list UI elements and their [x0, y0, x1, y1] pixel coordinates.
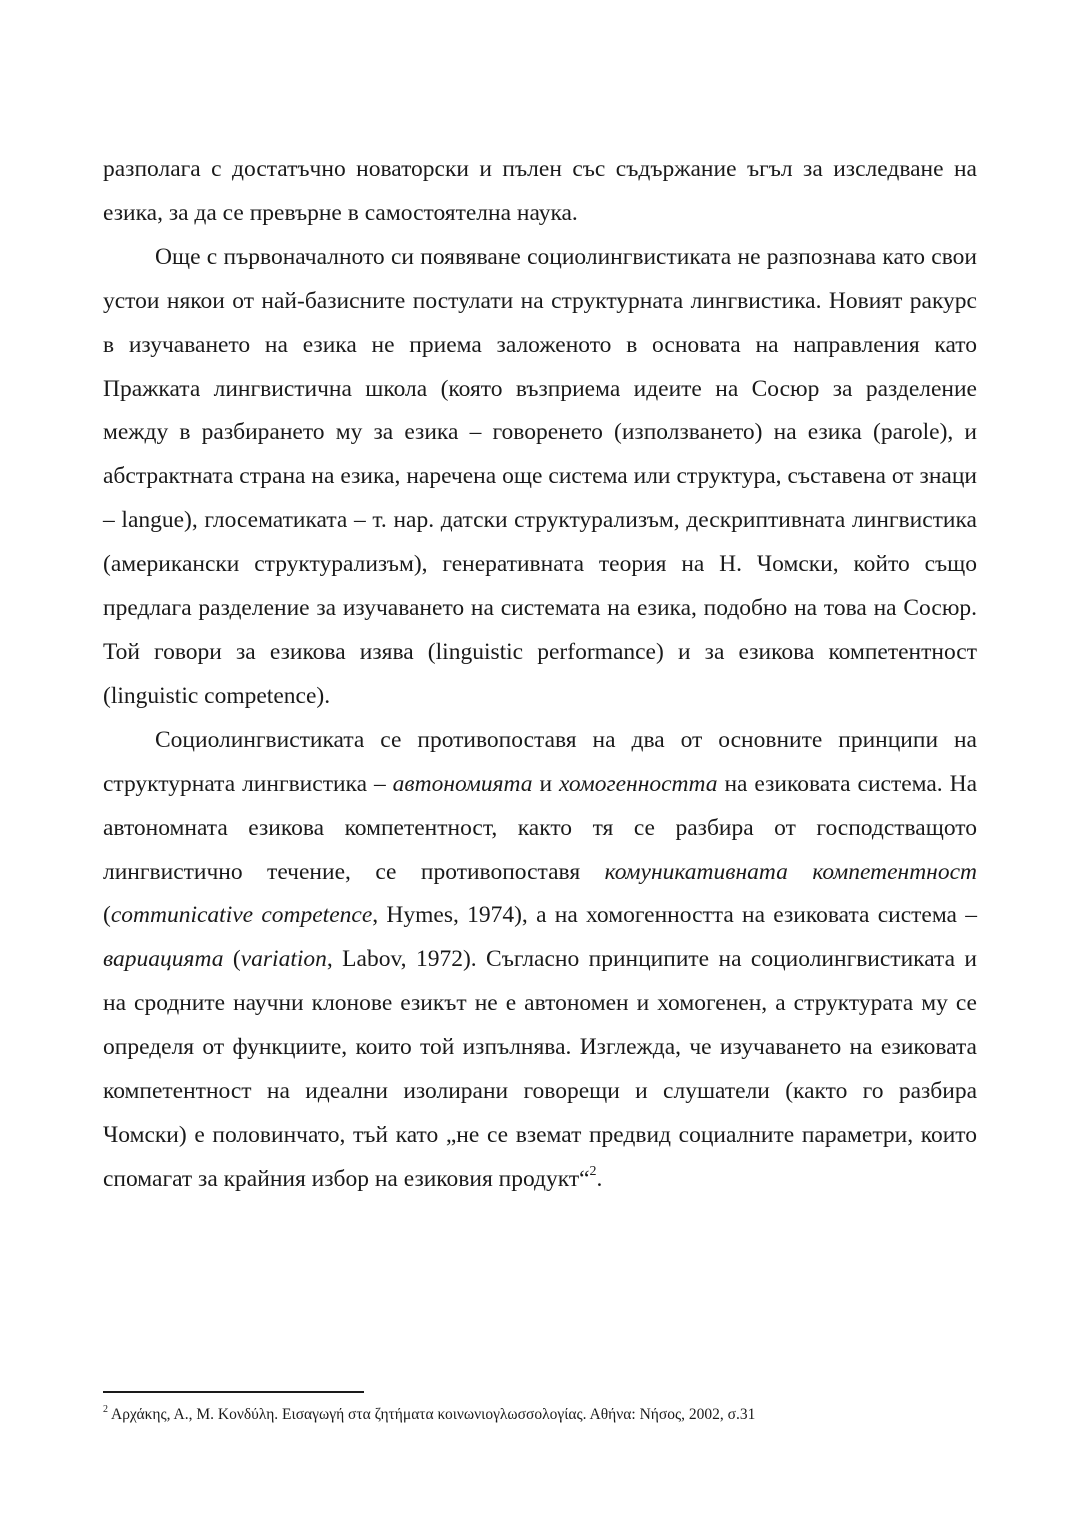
text-segment: ( — [103, 902, 111, 929]
italic-term-communicative-competence-en: communicative competence — [110, 902, 373, 929]
italic-term-homogeneity: хомогенността — [559, 770, 718, 797]
body-text — [103, 148, 977, 1202]
italic-term-variation-en: variation — [240, 946, 327, 973]
footnote-text: Αρχάκης, Α., Μ. Κονδύλη. Εισαγωγή στα ζητήματα κοινωνιογλωσσολογίας. Αθήνα: Νήσος, 2002, σ.31 — [111, 1406, 756, 1423]
text-segment: ( — [223, 946, 241, 973]
text-segment: Социолингвистиката се противопоставя на два от основните принципи на структурната лингвистика – — [103, 726, 977, 797]
italic-term-autonomy: автономията — [392, 770, 533, 797]
paragraph-continuation: разполага с достатъчно новаторски и пълен със съдържание ъгъл за изследване на езика, за да се превърне в самостоятелна наука. — [103, 156, 977, 226]
paragraph-structural-linguistics: Още с първоначалното си появяване социолингвистиката не разпознава като свои устои някои от най-базисните постулати на структурната лингвистика. Новият ракурс в изучаването на езика не приема заложеното в основата на направления като Пражката лингвистична школа (която възприема идеите на Сосюр за разделение между в разбирането му за езика – говоренето (използването) на езика (parole), и абстрактната страна на езика, наречена още система или структура, съставена от знаци – langue), глосематиката – т. нар. датски структурализъм, дескриптивната лингвистика (американски структурализъм), генеративната теория на Н. Чомски, който също предлага разделение за изучаването на системата на езика, подобно на това на Сосюр. Той говори за езикова изява (linguistic performance) и за езикова компетентност (linguistic competence). — [103, 243, 977, 709]
footnote — [103, 1405, 977, 1425]
italic-term-variation-bg: вариацията — [103, 946, 224, 973]
footnote-reference[interactable]: 2 — [589, 1164, 597, 1180]
text-segment: на езиковата система. На автономната езикова компетентност, както тя се разбира от господстващото лингвистично течение, се противопоставя — [103, 770, 978, 885]
text-segment: , Labov, 1972). Съгласно принципите на социолингвистиката и на сродните научни клонове езикът не е автономен и хомогенен, а структурата му се определя от функциите, които той изпълнява. Изглежда, че изучаването на езиковата компетентност на идеални изолирани говорещи и слушатели (както го разбира Чомски) е половинчато, тъй като „не се вземат предвид социалните параметри, които спомагат за крайния избор на езиковия продукт“ — [103, 946, 978, 1192]
italic-term-communicative-competence-bg: комуникативната компетентност — [604, 858, 977, 885]
paragraph-sociolinguistics-principles — [103, 719, 977, 1202]
text-segment: , Hymes, 1974), а на хомогенността на езиковата система – — [372, 902, 977, 929]
footnote-separator — [103, 1391, 364, 1393]
footnote-number: 2 — [103, 1403, 108, 1415]
text-segment: . — [596, 1165, 603, 1192]
text-segment: и — [532, 770, 560, 797]
